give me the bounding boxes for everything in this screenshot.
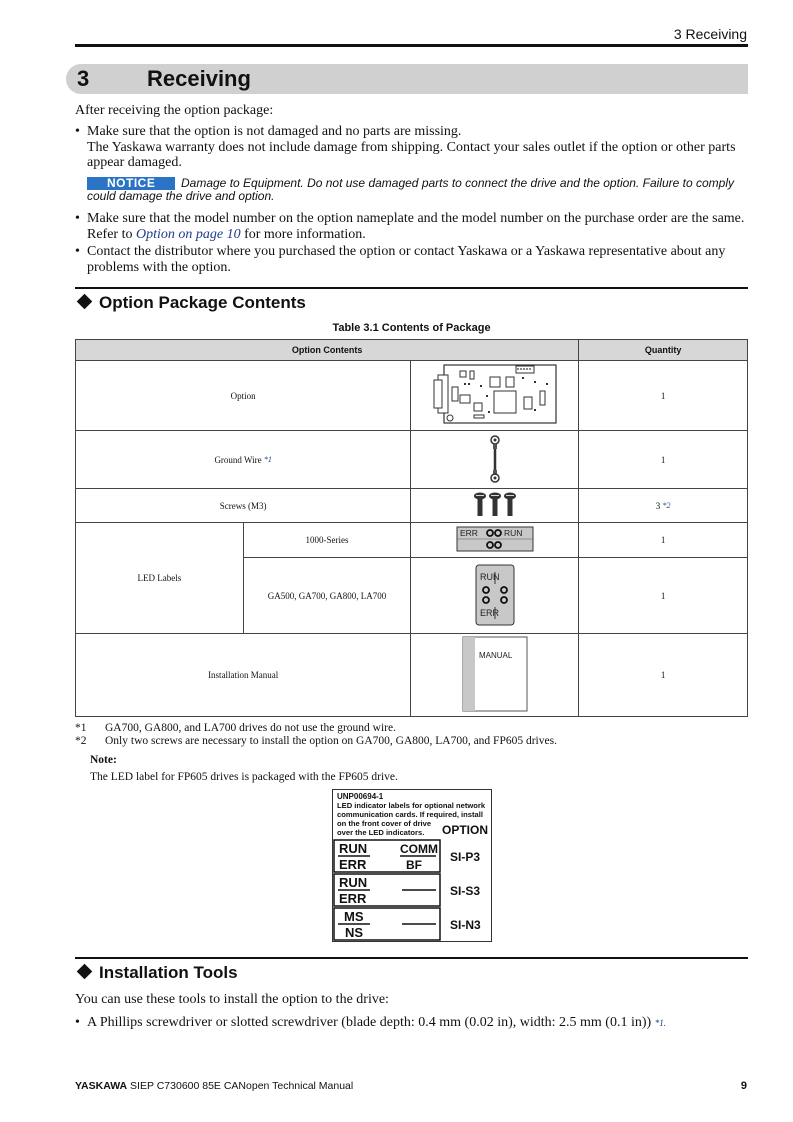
bullet-dot: •: [75, 124, 80, 139]
footer-doc-title: SIEP C730600 85E CANopen Technical Manual: [127, 1080, 354, 1092]
page-number: 9: [740, 1080, 747, 1092]
section-title-tools: [76, 963, 238, 983]
bullet-model-check: [75, 211, 745, 242]
label-si-s3: SI-S3: [450, 884, 481, 898]
bullet-damage-check: [75, 124, 745, 171]
cell-led-1000-image: [411, 523, 579, 558]
bullet-dot: •: [75, 1015, 80, 1030]
footnote-2: [75, 735, 557, 748]
bullet-text: Contact the distributor where you purchased the option or contact Yaskawa or a Yaskawa representative about any problems with the option.: [87, 244, 726, 275]
led-run-text: RUN: [503, 528, 523, 538]
table-caption: Table 3.1 Contents of Package: [332, 322, 491, 334]
cell-screws-qty: [579, 489, 748, 523]
footnote-text: Only two screws are necessary to install the option on GA700, GA800, LA700, and FP605 drives.: [105, 735, 557, 747]
header-option-contents: Option Contents: [76, 340, 579, 361]
section-rule: [75, 287, 748, 289]
manual-book-icon: [462, 636, 528, 712]
label-run-text: RUN: [339, 875, 368, 890]
label-part-number: UNP00694-1: [337, 792, 384, 801]
led-label-ga-icon: [475, 564, 515, 626]
bullet-text: Make sure that the model number on the option nameplate and the model number on the purchase order are the same. Refer to: [87, 211, 745, 242]
footnote-mark: *1: [75, 722, 87, 734]
chapter-number: 3: [77, 66, 90, 91]
diamond-bullet-icon: [77, 294, 93, 310]
cell-installation-manual: Installation Manual: [76, 634, 411, 717]
notice-text: Damage to Equipment. Do not use damaged parts to connect the drive and the option. Failure to comply could damage the drive and option.: [87, 176, 734, 203]
footnote-text: GA700, GA800, and LA700 drives do not use the ground wire.: [105, 722, 396, 734]
label-si-n3: SI-N3: [450, 918, 481, 932]
label-option-header: OPTION: [442, 823, 489, 837]
cell-manual-image: [411, 634, 579, 717]
cell-option-image: [411, 361, 579, 431]
label-si-p3: SI-P3: [450, 850, 481, 864]
label-ns-text: NS: [345, 925, 364, 940]
footnote-mark: *2: [75, 735, 87, 747]
running-header: 3 Receiving: [673, 26, 747, 42]
section-title-package: [76, 293, 306, 313]
cell-option-qty: 1: [579, 361, 748, 431]
label-desc-line: over the LED indicators.: [337, 828, 425, 837]
cell-led-ga-image: [411, 558, 579, 634]
notice-badge: NOTICE: [87, 177, 175, 190]
cell-screws: Screws (M3): [76, 489, 411, 523]
led-err-text: ERR: [479, 607, 499, 618]
cell-screws-image: [411, 489, 579, 523]
notice-box: [87, 177, 747, 203]
bullet-dot: •: [75, 244, 80, 259]
cell-ground-wire: [76, 431, 411, 489]
table-row: [76, 523, 748, 558]
cell-led-labels: LED Labels: [76, 523, 244, 634]
led-err-text: ERR: [459, 528, 478, 538]
cell-led-1000-series: 1000-Series: [243, 523, 411, 558]
label-comm-text: COMM: [400, 842, 438, 856]
table-row: [76, 361, 748, 431]
note-heading: Note:: [90, 754, 117, 766]
cell-ground-wire-qty: 1: [579, 431, 748, 489]
label-desc-line: LED indicator labels for optional network: [337, 801, 486, 810]
label-err-text: ERR: [339, 891, 367, 906]
header-rule: [75, 44, 748, 47]
header-quantity: Quantity: [579, 340, 748, 361]
label-desc-line: communication cards. If required, install: [337, 810, 484, 819]
tools-intro: You can use these tools to install the option to the drive:: [75, 992, 389, 1007]
cell-led-1000-qty: 1: [579, 523, 748, 558]
cell-option: Option: [76, 361, 411, 431]
screws-icon: [472, 492, 518, 518]
manual-label-text: MANUAL: [478, 651, 513, 660]
cell-led-ga-series: GA500, GA700, GA800, LA700: [243, 558, 411, 634]
bullet-text: Make sure that the option is not damaged and no parts are missing.: [87, 124, 462, 139]
tools-item-text: A Phillips screwdriver or slotted screwdriver (blade depth: 0.4 mm (0.02 in), width: 2.5 mm (0.1 in)): [87, 1015, 655, 1030]
footer-document-id: [75, 1080, 353, 1092]
label-bf-text: BF: [406, 858, 422, 872]
bullet-text-cont: The Yaskawa warranty does not include damage from shipping. Contact your sales outlet if the option or other parts appear damaged.: [87, 139, 736, 170]
label-run-text: RUN: [339, 841, 368, 856]
section-title-text: Installation Tools: [99, 963, 238, 982]
table-row: [76, 489, 748, 523]
led-label-1000-icon: [456, 526, 534, 552]
bullet-contact: [75, 244, 745, 275]
footnote-1: [75, 722, 396, 735]
bullet-text-end: for more information.: [240, 226, 366, 242]
screws-qty-value: 3: [655, 500, 663, 511]
table-row: [76, 431, 748, 489]
table-row: [76, 634, 748, 717]
ground-wire-label: Ground Wire: [214, 454, 264, 465]
package-contents-table: [75, 339, 748, 717]
screws-footnote-ref[interactable]: *2: [662, 500, 671, 510]
table-header-row: [76, 340, 748, 361]
section-rule: [75, 957, 748, 959]
cell-manual-qty: 1: [579, 634, 748, 717]
bullet-dot: •: [75, 211, 80, 226]
ground-wire-icon: [485, 434, 505, 484]
intro-text: After receiving the option package:: [75, 103, 274, 118]
option-card-icon: [430, 363, 560, 427]
tools-item: [75, 1015, 745, 1032]
led-run-text: RUN: [479, 571, 500, 582]
diamond-bullet-icon: [77, 964, 93, 980]
option-page-link[interactable]: Option on page 10: [135, 226, 241, 242]
section-title-text: Option Package Contents: [99, 293, 306, 312]
cell-led-ga-qty: 1: [579, 558, 748, 634]
note-body: The LED label for FP605 drives is packaged with the FP605 drive.: [90, 771, 398, 783]
footer-brand: YASKAWA: [75, 1080, 128, 1092]
tools-footnote-ref[interactable]: *1.: [654, 1018, 666, 1028]
label-err-text: ERR: [339, 857, 367, 872]
label-ms-text: MS: [344, 909, 364, 924]
ground-wire-footnote-ref[interactable]: *1: [263, 454, 272, 464]
label-desc-line: on the front cover of drive: [337, 819, 432, 828]
chapter-title: Receiving: [147, 66, 251, 91]
fp605-led-label-sheet: [332, 789, 492, 942]
cell-ground-wire-image: [411, 431, 579, 489]
